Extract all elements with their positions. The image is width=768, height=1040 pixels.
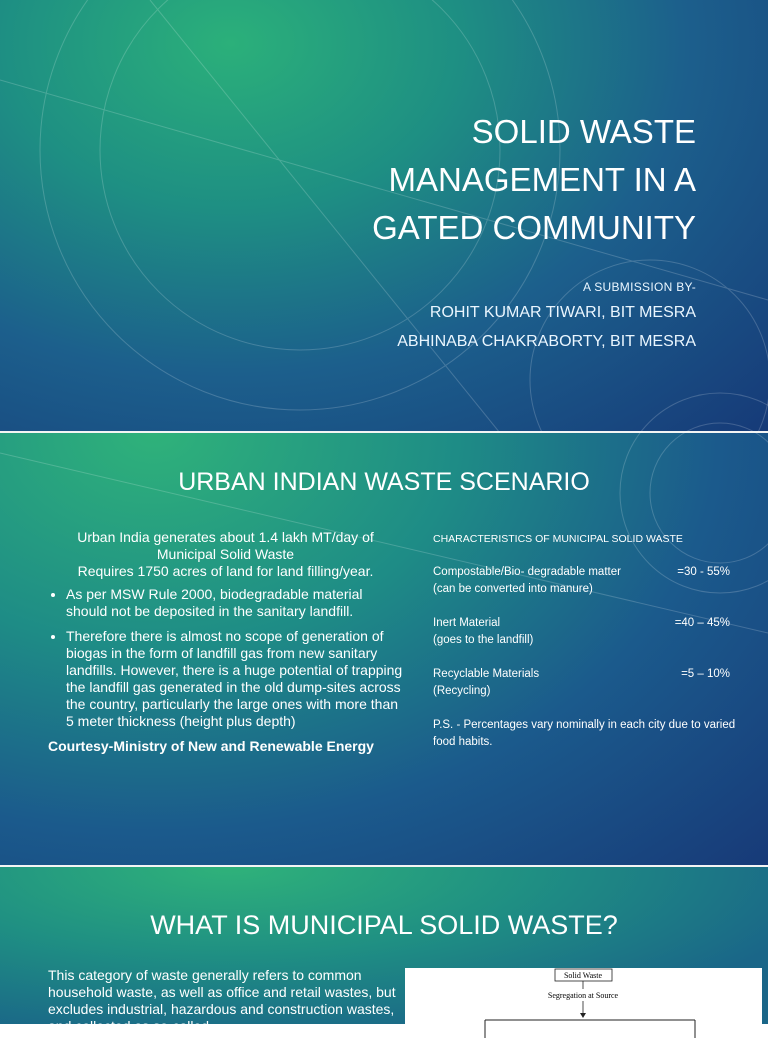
- waste-scenario-slide: [0, 433, 768, 867]
- bullet-list: [48, 586, 403, 730]
- characteristic-note: (Recycling): [433, 685, 491, 697]
- slide-title: WHAT IS MUNICIPAL SOLID WASTE?: [150, 910, 618, 940]
- intro-line-1: Urban India generates about 1.4 lakh MT/day of Municipal Solid Waste: [77, 529, 374, 562]
- slide-title: SOLID WASTE MANAGEMENT IN A GATED COMMUNITY: [372, 113, 696, 246]
- characteristics-column: [433, 531, 738, 751]
- characteristic-row: [433, 564, 738, 598]
- ps-note: P.S. - Percentages vary nominally in each city due to varied food habits.: [433, 719, 736, 748]
- characteristics-heading: CHARACTERISTICS OF MUNICIPAL SOLID WASTE: [433, 533, 683, 545]
- bullet-item: • As per MSW Rule 2000, biodegradable material should not be deposited in the sanitary landfill.: [66, 586, 403, 620]
- flow-top-label: Solid Waste: [563, 971, 603, 980]
- flow-step-label: Segregation at Source: [547, 991, 619, 1000]
- characteristic-row: [433, 666, 738, 700]
- submission-label: A SUBMISSION BY-: [582, 280, 696, 294]
- characteristic-name: Recyclable Materials: [433, 668, 540, 680]
- characteristic-percent: =40 – 45%: [674, 617, 730, 629]
- characteristic-percent: =5 – 10%: [681, 668, 730, 680]
- title-slide: [0, 0, 768, 433]
- waste-flow-diagram: [405, 968, 762, 1038]
- bullet-item: • Therefore there is almost no scope of generation of biogas in the form of landfill gas from new sanitary landfills. However, there is a huge potential of trapping the landfill gas generated in the old dump-sites across the country, particularly the large ones with more than 5 meter thickness (height plus depth): [66, 628, 403, 730]
- left-column: [48, 529, 403, 755]
- msw-definition-slide: [0, 867, 768, 1034]
- flow-arrowhead: [580, 1013, 586, 1018]
- characteristic-row: [433, 615, 738, 649]
- intro-line-2: Requires 1750 acres of land for land filling/year.: [77, 563, 374, 579]
- characteristic-note: (can be converted into manure): [433, 583, 593, 595]
- courtesy-note: Courtesy-Ministry of New and Renewable Energy: [48, 738, 374, 754]
- characteristic-percent: =30 - 55%: [677, 566, 730, 578]
- definition-paragraph: This category of waste generally refers to common household waste, as well as office and retail wastes, but excludes industrial, hazardous and construction wastes, and collected as so-called: [48, 967, 396, 1034]
- characteristic-name: Inert Material: [433, 617, 501, 629]
- characteristic-note: (goes to the landfill): [433, 634, 534, 646]
- slide-title: URBAN INDIAN WASTE SCENARIO: [178, 468, 590, 496]
- author-2: ABHINABA CHAKRABORTY, BIT MESRA: [397, 333, 696, 350]
- characteristic-name: Compostable/Bio- degradable matter: [433, 566, 621, 578]
- flow-diagram-svg: [405, 968, 762, 1038]
- author-1: ROHIT KUMAR TIWARI, BIT MESRA: [429, 304, 696, 321]
